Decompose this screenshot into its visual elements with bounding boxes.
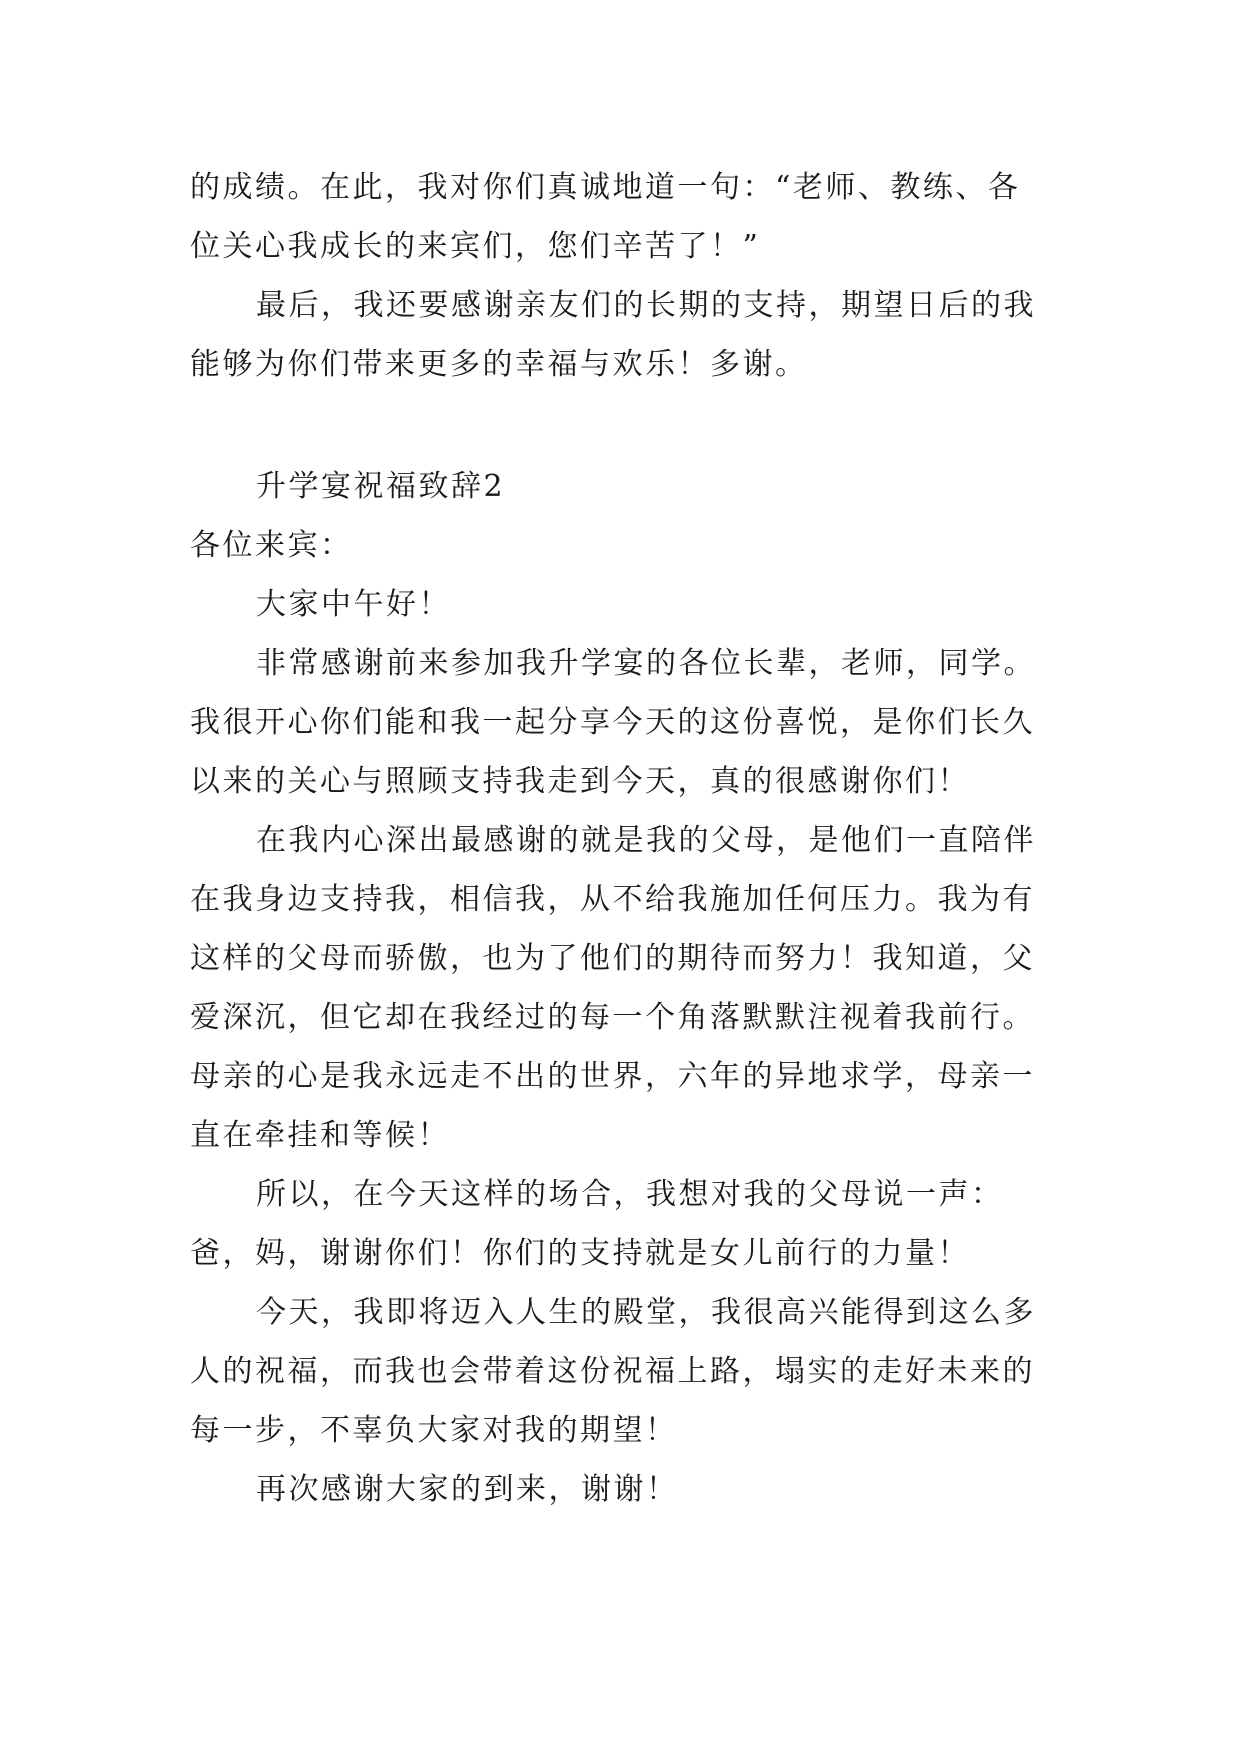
salutation: 各位来宾： [190, 528, 353, 563]
section-title: 升学宴祝福致辞2 [256, 469, 506, 504]
paragraph-thanks-parents: 在我内心深出最感谢的就是我的父母，是他们一直陪伴在我身边支持我，相信我，从不给我施加任何压力。我为有这样的父母而骄傲，也为了他们的期待而努力！我知道，父爱深沉，但它却在我经过的每一个角落默默注视着我前行。母亲的心是我永远走不出的世界，六年的异地求学，母亲一直在牵挂和等候！ [190, 823, 1036, 1153]
paragraph-final-thanks: 再次感谢大家的到来，谢谢！ [256, 1472, 679, 1507]
paragraph-thanks-guests: 非常感谢前来参加我升学宴的各位长辈，老师，同学。我很开心你们能和我一起分享今天的这份喜悦，是你们长久以来的关心与照顾支持我走到今天，真的很感谢你们！ [190, 646, 1036, 799]
paragraph-closing-thanks: 最后，我还要感谢亲友们的长期的支持，期望日后的我能够为你们带来更多的幸福与欢乐！多谢。 [190, 288, 1036, 382]
paragraph-greeting: 大家中午好！ [256, 587, 451, 622]
paragraph-future: 今天，我即将迈入人生的殿堂，我很高兴能得到这么多人的祝福，而我也会带着这份祝福上路，塌实的走好未来的每一步，不辜负大家对我的期望！ [190, 1295, 1036, 1448]
document-body [190, 158, 1050, 1519]
paragraph-message-parents: 所以，在今天这样的场合，我想对我的父母说一声：爸，妈，谢谢你们！你们的支持就是女儿前行的力量！ [190, 1177, 1004, 1271]
paragraph-continuation: 的成绩。在此，我对你们真诚地道一句：“老师、教练、各位关心我成长的来宾们，您们辛苦了！” [190, 170, 1021, 264]
